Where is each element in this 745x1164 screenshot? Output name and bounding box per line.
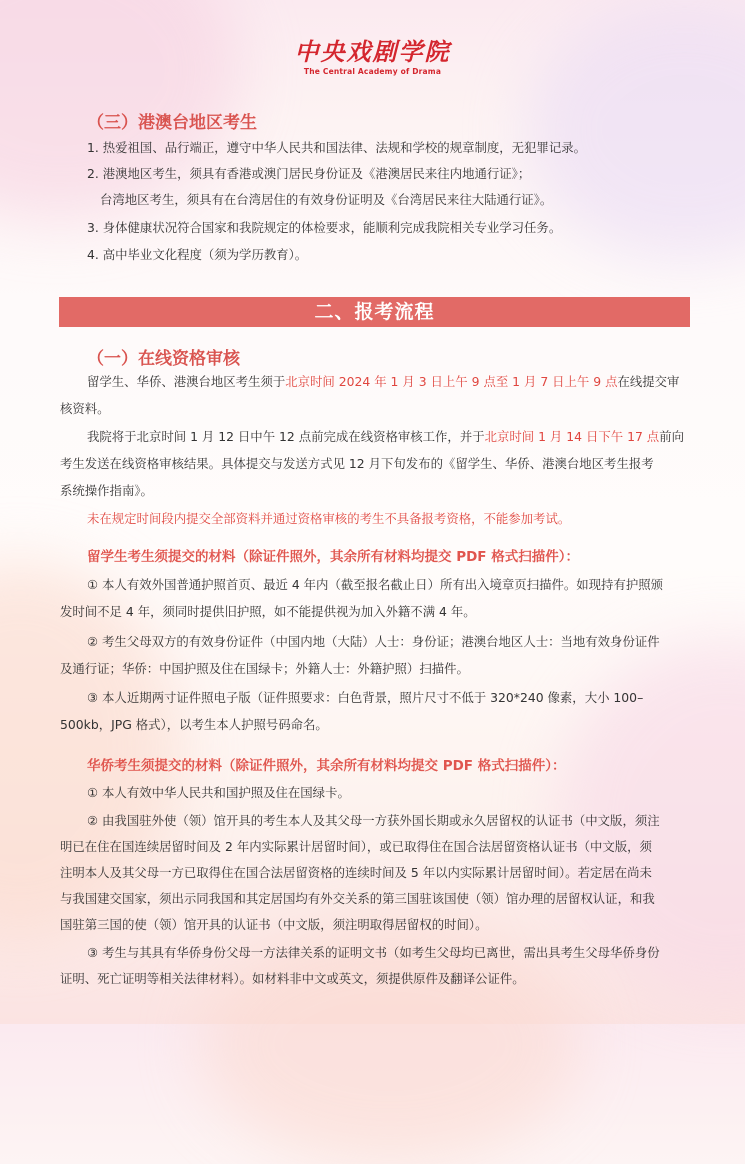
material-line: 证明、死亡证明等相关法律材料）。如材料非中文或英文，须提供原件及翻译公证件。: [60, 971, 525, 986]
material-line: 明已在住在国连续居留时间及 2 年内实际累计居留时间），或已取得住在国合法居留资格认证书（中文版，须: [60, 839, 652, 854]
material-line: 国驻第三国的使（领）馆开具的认证书（中文版，须注明取得居留权的时间）。: [60, 917, 488, 932]
material-line: ③ 考生与其具有华侨身份父母一方法律关系的证明文书（如考生父母均已离世，需出具考生父母华侨身份: [87, 945, 660, 960]
warning-text: 未在规定时间段内提交全部资料并通过资格审核的考生不具备报考资格，不能参加考试。: [87, 511, 571, 526]
material-line: 与我国建交国家，须出示同我国和其定居国均有外交关系的第三国驻该国使（领）馆办理的居留权认证，和我: [60, 891, 655, 906]
requirement-item: 台湾地区考生，须具有在台湾居住的有效身份证明及《台湾居民来往大陆通行证》。: [100, 192, 553, 207]
material-line: ① 本人有效外国普通护照首页、最近 4 年内（截至报名截止日）所有出入境章页扫描件。如现持有护照颁: [87, 577, 663, 592]
logo-english: The Central Academy of Drama: [303, 67, 442, 76]
material-line: 500kb，JPG 格式），以考生本人护照号码命名。: [60, 717, 328, 732]
requirement-item: 3. 身体健康状况符合国家和我院规定的体检要求，能顺利完成我院相关专业学习任务。: [87, 220, 562, 235]
highlight-date: 北京时间 1 月 14 日下午 17 点: [484, 429, 660, 444]
paragraph-line: 我院将于北京时间 1 月 12 日中午 12 点前完成在线资格审核工作，并于北京时间 1 月 14 日下午 17 点前向: [87, 429, 684, 444]
academy-logo: [0, 32, 745, 76]
material-line: 及通行证；华侨：中国护照及住在国绿卡；外籍人士：外籍护照）扫描件。: [60, 661, 469, 676]
material-line: 注明本人及其父母一方已取得住在国合法居留资格的连续时间及 5 年以内实际累计居留时间）。若定居在尚未: [60, 865, 652, 880]
material-line: ① 本人有效中华人民共和国护照及住在国绿卡。: [87, 785, 350, 800]
requirement-item: 4. 高中毕业文化程度（须为学历教育）。: [87, 247, 308, 262]
material-line: 发时间不足 4 年，须同时提供旧护照，如不能提供视为加入外籍不满 4 年。: [60, 604, 476, 619]
highlight-date: 北京时间 2024 年 1 月 3 日上午 9 点至 1 月 7 日上午 9 点: [285, 374, 618, 389]
paragraph-line: 系统操作指南》。: [60, 483, 153, 498]
paragraph-line: 考生发送在线资格审核结果。具体提交与发送方式见 12 月下旬发布的《留学生、华侨、港澳台地区考生报考: [60, 456, 654, 471]
subsection-title-overseas-chinese: 华侨考生须提交的材料（除证件照外，其余所有材料均提交 PDF 格式扫描件）：: [87, 758, 566, 774]
material-line: ② 考生父母双方的有效身份证件（中国内地（大陆）人士：身份证；港澳台地区人士：当地有效身份证件: [87, 634, 660, 649]
section-title-online-review: （一）在线资格审核: [87, 349, 240, 369]
requirement-item: 2. 港澳地区考生，须具有香港或澳门居民身份证及《港澳居民来往内地通行证》；: [87, 166, 531, 181]
material-line: ③ 本人近期两寸证件照电子版（证件照要求：白色背景，照片尺寸不低于 320*240 像素，大小 100–: [87, 690, 644, 705]
subsection-title-international-students: 留学生考生须提交的材料（除证件照外，其余所有材料均提交 PDF 格式扫描件）：: [87, 549, 579, 565]
paragraph-line: 留学生、华侨、港澳台地区考生须于北京时间 2024 年 1 月 3 日上午 9 点至 1 月 7 日上午 9 点在线提交审: [87, 374, 680, 389]
logo-chinese: 中央戏剧学院: [294, 37, 451, 66]
material-line: ② 由我国驻外使（领）馆开具的考生本人及其父母一方获外国长期或永久居留权的认证书（中文版，须注: [87, 813, 660, 828]
section-title-hk-macau-taiwan: （三）港澳台地区考生: [87, 113, 257, 133]
requirement-item: 1. 热爱祖国、品行端正，遵守中华人民共和国法律、法规和学校的规章制度，无犯罪记录。: [87, 140, 586, 155]
section-banner-application-process: 二、报考流程: [59, 297, 690, 327]
paragraph-line: 核资料。: [60, 401, 110, 416]
